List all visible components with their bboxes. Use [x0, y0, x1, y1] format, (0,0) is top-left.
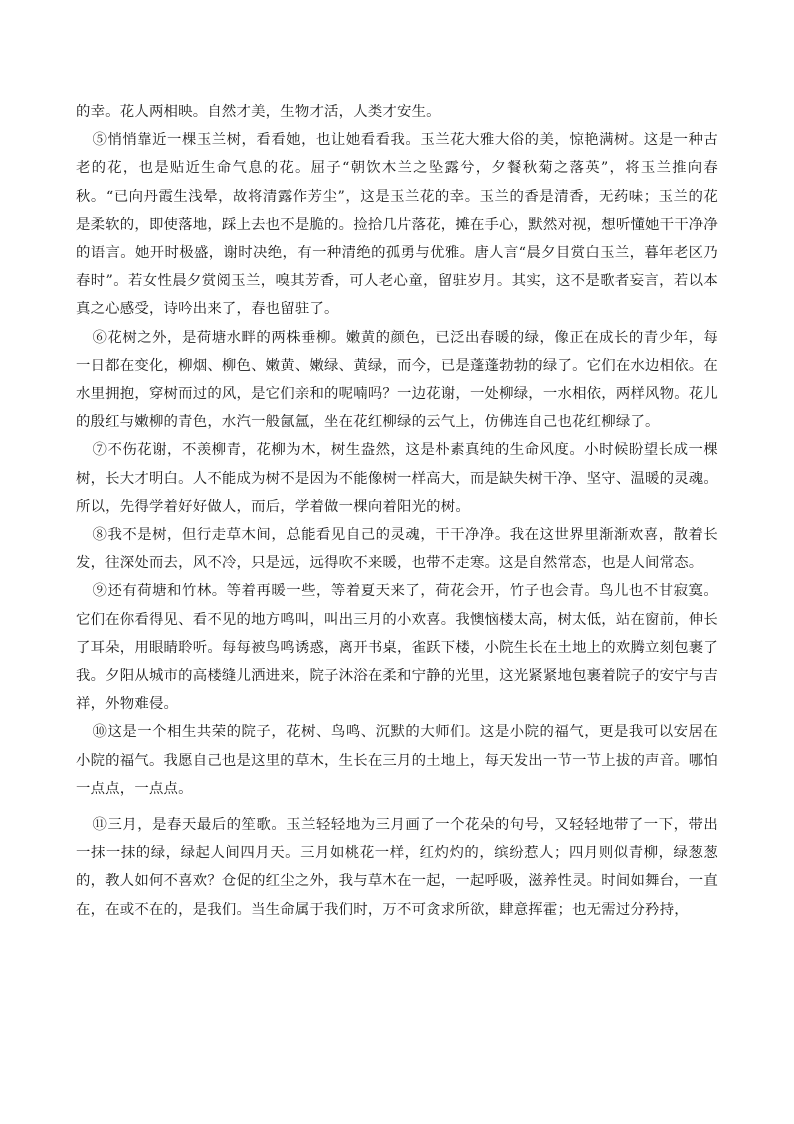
paragraph-11: ⑪三月，是春天最后的笙歌。玉兰轻轻地为三月画了一个花朵的句号，又轻轻地带了一下，带出一抹一抹的绿，绿起人间四月天。三月如桃花一样，红灼灼的，缤纷惹人；四月则似青柳，绿葱葱的，教人如何不喜欢？仓促的红尘之外，我与草木在一起，一起呼吸，滋养性灵。时间如舞台，一直在，在或不在的，是我们。当生命属于我们时，万不可贪求所欲，肆意挥霍；也无需过分矜持， [76, 817, 718, 918]
paragraph-8: ⑧我不是树，但行走草木间，总能看见自己的灵魂，干干净净。我在这世界里渐渐欢喜，散着长发，往深处而去，风不冷，只是远，远得吹不来暖，也带不走寒。这是自然常态，也是人间常态。 [76, 527, 718, 572]
paragraph-7: ⑦不伤花谢，不羡柳青，花柳为木，树生盎然，这是朴素真纯的生命风度。小时候盼望长成一棵树，长大才明白。人不能成为树不是因为不能像树一样高大，而是缺失树干净、坚守、温暖的灵魂。所以，先得学着好好做人，而后，学着做一棵向着阳光的树。 [76, 442, 718, 515]
paragraph-continued: 的幸。花人两相映。自然才美，生物才活，人类才安生。 [76, 104, 441, 120]
paragraph-10: ⑩这是一个相生共荣的院子，花树、鸟鸣、沉默的大师们。这是小院的福气，更是我可以安居在小院的福气。我愿自己也是这里的草木，生长在三月的土地上，每天发出一节一节上拔的声音。哪怕一点点，一点点。 [76, 724, 718, 797]
paragraph-5: ⑤悄悄靠近一棵玉兰树，看看她，也让她看看我。玉兰花大雅大俗的美，惊艳满树。这是一种古老的花，也是贴近生命气息的花。屈子“朝饮木兰之坠露兮，夕餐秋菊之落英”，将玉兰推向春秋。“已向丹霞生浅晕，故将清露作芳尘”，这是玉兰花的幸。玉兰的香是清香，无药味；玉兰的花是柔软的，即使落地，踩上去也不是脆的。捡拾几片落花，摊在手心，默然对视，想听懂她干干净净的语言。她开时极盛，谢时决绝，有一种清绝的孤勇与优雅。唐人言“晨夕目赏白玉兰，暮年老区乃春时”。若女性晨夕赏阅玉兰，嗅其芳香，可人老心童，留驻岁月。其实，这不是歌者妄言，若以本真之心感受，诗吟出来了，春也留驻了。 [76, 132, 718, 318]
article-body [76, 98, 718, 924]
paragraph-9: ⑨还有荷塘和竹林。等着再暖一些，等着夏天来了，荷花会开，竹子也会青。鸟儿也不甘寂寞。它们在你看得见、看不见的地方鸣叫，叫出三月的小欢喜。我懊恼楼太高，树太低，站在窗前，伸长了耳朵，用眼睛聆听。每每被鸟鸣诱惑，离开书桌，雀跃下楼，小院生长在土地上的欢腾立刻包裹了我。夕阳从城市的高楼缝儿洒进来，院子沐浴在柔和宁静的光里，这光紧紧地包裹着院子的安宁与吉祥，外物难侵。 [76, 583, 718, 713]
paragraph-6: ⑥花树之外，是荷塘水畔的两株垂柳。嫩黄的颜色，已泛出春暖的绿，像正在成长的青少年，每一日都在变化，柳烟、柳色、嫩黄、嫩绿、黄绿，而今，已是蓬蓬勃勃的绿了。它们在水边相依。在水里拥抱，穿树而过的风，是它们亲和的呢喃吗？一边花谢，一处柳绿，一水相依，两样风物。花儿的殷红与嫩柳的青色，水汽一般氤氲，坐在花红柳绿的云气上，仿佛连自己也花红柳绿了。 [76, 329, 718, 431]
